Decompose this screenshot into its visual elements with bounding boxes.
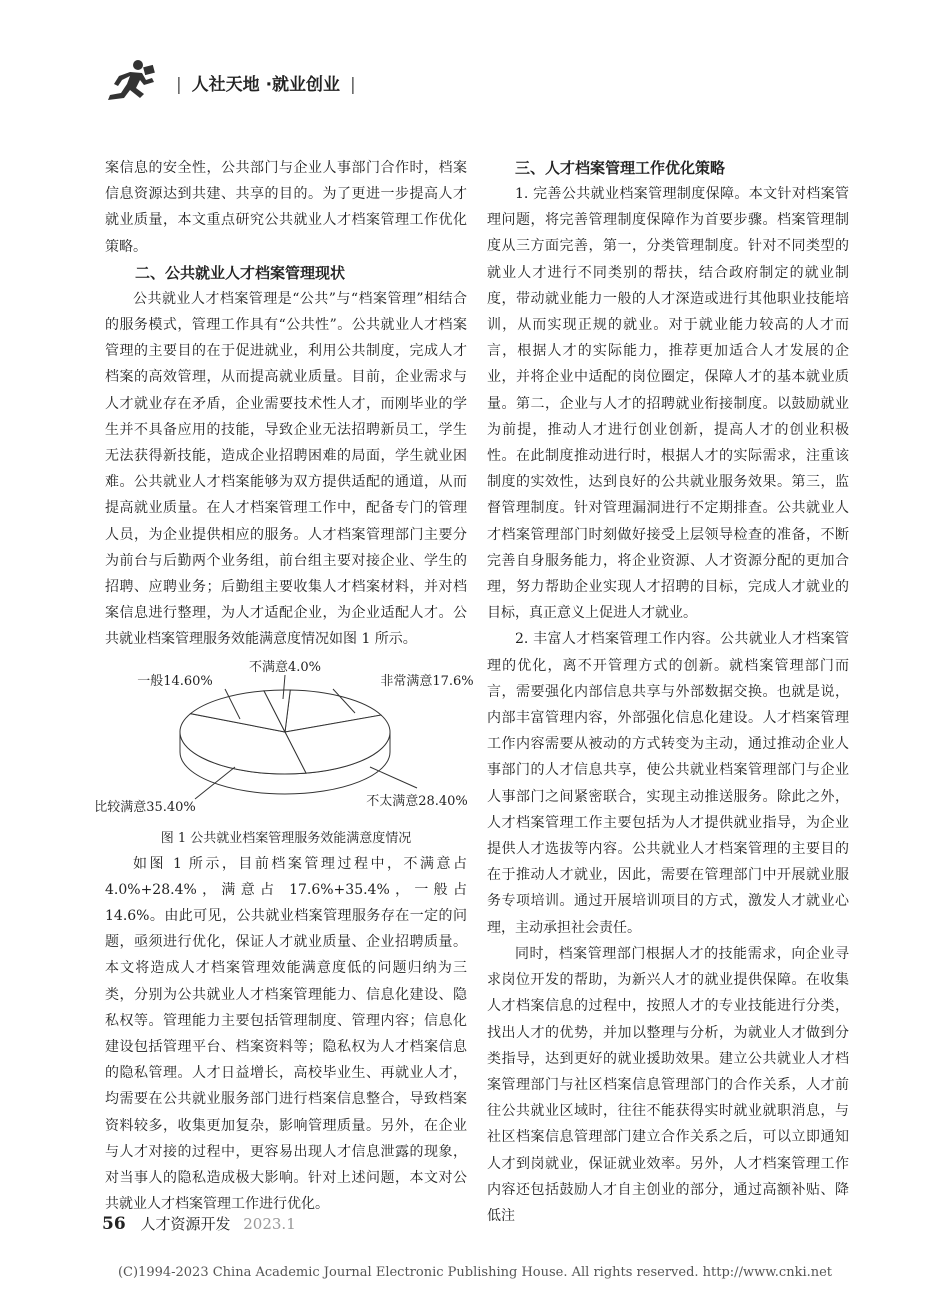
- pie-label-4: 不满意4.0%: [248, 659, 322, 675]
- running-man-logo: [100, 58, 160, 102]
- item-two-paragraph: [487, 626, 849, 940]
- right-column: [487, 155, 849, 1229]
- header-subsection: ·就业创业: [265, 75, 341, 95]
- pie-label-3: 一般14.60%: [137, 673, 213, 689]
- page-number: 56: [102, 1214, 126, 1234]
- pie-label-0: 非常满意17.6%: [380, 673, 474, 689]
- pie-leader-line-1: [370, 767, 417, 788]
- cooperation-paragraph: 同时，档案管理部门根据人才的技能需求，向企业寻求岗位开发的帮助，为新兴人才的就业提供保障。在收集人才档案信息的过程中，按照人才的专业技能进行分类，找出人才的优势，并加以整理与分析，为就业人才做到分类指导，达到更好的就业援助效果。建立公共就业人才档案管理部门与社区档案信息管理部门的合作关系，人才前往公共就业区域时，往往不能获得实时就业就职消息，与社区档案信息管理部门建立合作关系之后，可以立即通知人才到岗就业，保证就业效率。另外，人才档案管理工作内容还包括鼓励人才自主创业的部分，通过高额补贴、降低注: [487, 945, 849, 1224]
- item-one-paragraph: [487, 181, 849, 626]
- header-section: 人社天地: [191, 75, 260, 95]
- item-one-title: 1. 完善公共就业档案管理制度保障。: [515, 186, 749, 202]
- status-paragraph: 公共就业人才档案管理是“公共”与“档案管理”相结合的服务模式，管理工作具有“公共性”。公共就业人才档案管理的主要目的在于促进就业，利用公共制度，完成人才档案的高效管理，从而提高就业质量。目前，企业需求与人才就业存在矛盾，企业需要技术性人才，而刚毕业的学生并不具备应用的技能，导致企业无法招聘新员工，学生无法获得新技能，造成企业招聘困难的局面，学生就业困难。公共就业人才档案能够为双方提供适配的通道，从而提高就业质量。在人才档案管理工作中，配备专门的管理人员，为企业提供相应的服务。人才档案管理部门主要分为前台与后勤两个业务组，前台组主要对接企业、学生的招聘、应聘业务；后勤组主要收集人才档案材料，并对档案信息进行整理，为人才适配企业，为企业适配人才。公共就业档案管理服务效能满意度情况如图 1 所示。: [105, 290, 467, 648]
- section-two-heading: 二、公共就业人才档案管理现状: [135, 263, 346, 282]
- header-right-bar: |: [349, 75, 356, 95]
- left-column: [94, 155, 474, 1218]
- intro-paragraph: 案信息的安全性，公共部门与企业人事部门合作时，档案信息资源达到共建、共享的目的。为了更进一步提高人才就业质量，本文重点研究公共就业人才档案管理工作优化策略。: [105, 160, 467, 255]
- pie-label-2: 比较满意35.40%: [94, 799, 196, 815]
- item-two-title: 2. 丰富人才档案管理工作内容。: [515, 631, 721, 648]
- journal-issue: 2023.1: [243, 1215, 296, 1233]
- copyright-notice: (C)1994-2023 China Academic Journal Electronic Publishing House. All rights reserved. http://www.cnki.net: [117, 1265, 833, 1280]
- figure-caption: 图 1 公共就业档案管理服务效能满意度情况: [160, 830, 412, 846]
- journal-name: 人才资源开发: [140, 1215, 231, 1233]
- page-footer: [102, 1213, 296, 1234]
- item-two-body: 公共就业人才档案管理的优化，离不开管理方式的创新。就档案管理部门而言，需要强化内部信息共享与外部数据交换。也就是说，内部丰富管理内容，外部强化信息化建设。人才档案管理工作内容需要从被动的方式转变为主动，通过推动企业人事部门的人才信息共享，使公共就业档案管理部门与企业人事部门之间紧密联合，实现主动推送服务。除此之外，人才档案管理工作主要包括为人才提供就业指导，为企业提供人才选拔等内容。公共就业人才档案管理的主要目的在于推动人才就业，因此，需要在管理部门中开展就业服务专项培训。通过开展培训项目的方式，激发人才就业心理，主动承担社会责任。: [487, 631, 850, 936]
- pie-label-1: 不太满意28.40%: [366, 793, 468, 809]
- page-header: [100, 58, 500, 108]
- section-three-heading: 三、人才档案管理工作优化策略: [515, 159, 726, 177]
- analysis-paragraph: 如图 1 所示，目前档案管理过程中，不满意占4.0%+28.4%，满意占 17.6%+35.4%，一般占 14.6%。由此可见，公共就业档案管理服务存在一定的问题，亟须进行优化，保证人才就业质量、企业招聘质量。本文将造成人才档案管理效能满意度低的问题归纳为三类，分别为公共就业人才档案管理能力、信息化建设、隐私权等。管理能力主要包括管理制度、管理内容；信息化建设包括管理平台、档案资料等；隐私权为人才档案信息的隐私管理。人才日益增长，高校毕业生、再就业人才，均需要在公共就业服务部门进行档案信息整合，导致档案资料较多，收集更加复杂，影响管理质量。另外，在企业与人才对接的过程中，更容易出现人才信息泄露的现象，对当事人的隐私造成极大影响。针对上述问题，本文对公共就业人才档案管理工作进行优化。: [105, 855, 467, 1213]
- item-one-body: 本文针对档案管理问题，将完善管理制度保障作为首要步骤。档案管理制度从三方面完善，第一，分类管理制度。针对不同类型的就业人才进行不同类别的帮扶，结合政府制定的就业制度，带动就业能力一般的人才深造或进行其他职业技能培训，从而实现正规的就业。对于就业能力较高的人才而言，根据人才的实际能力，推荐更加适合人才发展的企业，并将企业中适配的岗位圈定，保障人才的基本就业质量。第二，企业与人才的招聘就业衔接制度。以鼓励就业为前提，推动人才进行创业创新，提高人才的创业积极性。在此制度推动进行时，根据人才的实际需求，注重该制度的实效性，达到良好的公共就业服务效果。第三，监督管理制度。针对管理漏洞进行不定期排查。公共就业人才档案管理部门时刻做好接受上层领导检查的准备，不断完善自身服务能力，将企业资源、人才资源分配的更加合理，努力帮助企业实现人才招聘的目标，完成人才就业的目标，真正意义上促进人才就业。: [487, 186, 849, 622]
- header-title: [172, 70, 360, 95]
- header-left-bar: |: [176, 75, 182, 95]
- pie-chart-svg: [94, 657, 474, 827]
- satisfaction-pie-chart: [94, 657, 474, 827]
